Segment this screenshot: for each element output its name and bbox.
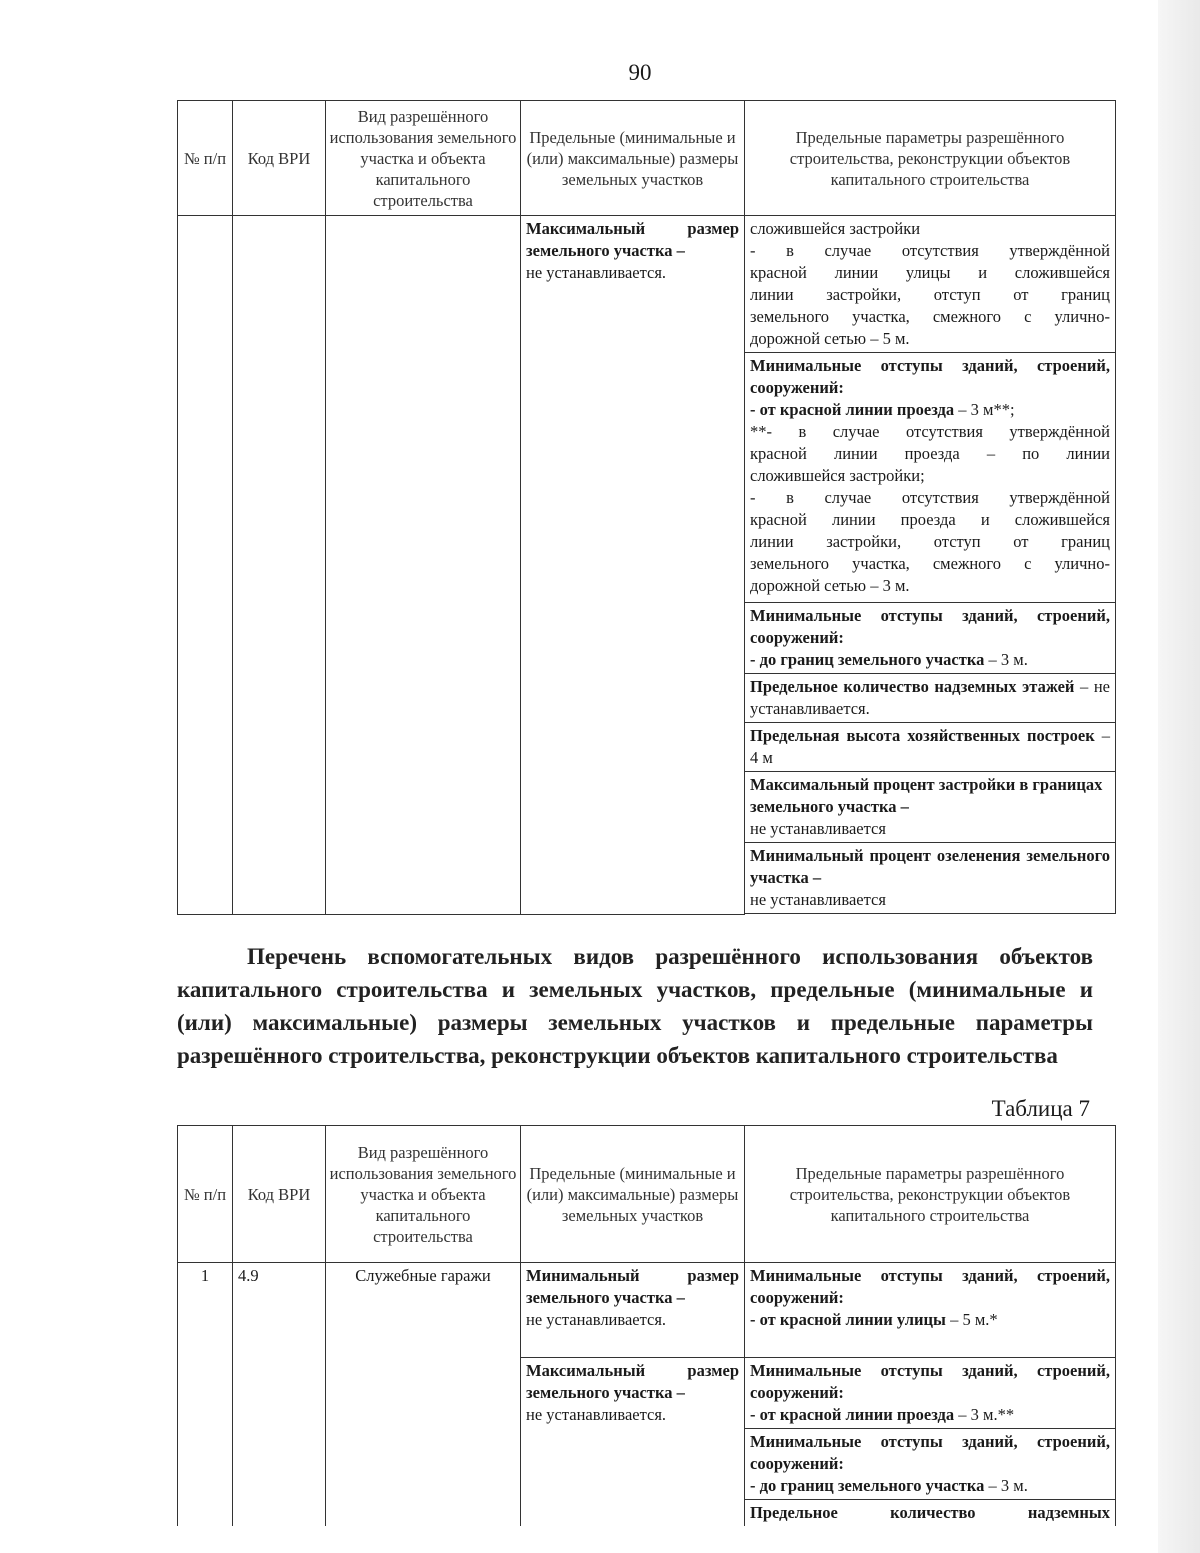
max-size-value: не устанавливается. <box>526 263 667 282</box>
param-line: линии застройки, отступ от границ <box>750 532 1110 551</box>
param-line: сложившейся застройки; <box>750 466 925 485</box>
param-setback-street <box>745 1263 1116 1358</box>
param-title: Предельное количество надземных <box>750 1503 1110 1522</box>
param-line: красной линии проезда и сложившейся <box>750 510 1110 529</box>
row-number: 1 <box>178 1263 233 1527</box>
table-7 <box>177 1125 1116 1526</box>
param-min-greenery <box>745 843 1116 914</box>
param-title: Минимальные отступы зданий, строений, сооружений: <box>750 1432 1110 1473</box>
param-bold-line: - от красной линии улицы <box>750 1310 946 1329</box>
param-line: дорожной сетью – 5 м. <box>750 329 910 348</box>
param-min-setback-boundary <box>745 603 1116 674</box>
param-bold-line: - до границ земельного участка <box>750 1476 985 1495</box>
header-params: Предельные параметры разрешённого строительства, реконструкции объектов капитального строительства <box>745 101 1116 216</box>
cell-max-size <box>521 216 745 915</box>
scan-edge <box>1158 0 1200 1553</box>
param-line: - в случае отсутствия утверждённой <box>750 241 1110 260</box>
param-value: – 4 м <box>750 726 1111 767</box>
param-line: сложившейся застройки <box>750 219 921 238</box>
param-value: – не устанавливается. <box>750 677 1110 718</box>
param-bold-line: - от красной линии проезда <box>750 1405 955 1424</box>
param-line: красной линии проезда – по линии <box>750 444 1110 463</box>
param-height <box>745 723 1116 772</box>
header-code: Код ВРИ <box>233 101 326 216</box>
table-caption: Таблица 7 <box>991 1096 1090 1121</box>
param-line: - в случае отсутствия утверждённой <box>750 488 1110 507</box>
max-size-value: не устанавливается. <box>526 1405 667 1424</box>
param-title: Минимальные отступы зданий, строений, сооружений: <box>750 606 1110 647</box>
param-title: Предельное количество надземных этажей <box>750 677 1075 696</box>
param-title: Минимальные отступы зданий, строений, сооружений: <box>750 1266 1110 1307</box>
header-no: № п/п <box>178 1126 233 1263</box>
param-bold-line: - от красной линии проезда <box>750 400 955 419</box>
param-floors <box>745 1500 1116 1527</box>
section-heading: Перечень вспомогательных видов разрешённого использования объектов капитального строительства и земельных участков, предельные (минимальные и (или) максимальные) размеры земельных участков и предельные параметры разрешённого строительства, реконструкции объектов капитального строительства <box>177 944 1093 1068</box>
param-title: Предельная высота хозяйственных построек <box>750 726 1095 745</box>
header-kind: Вид разрешённого использования земельного участка и объекта капитального строительства <box>326 1126 521 1263</box>
row-kind: Служебные гаражи <box>326 1263 521 1527</box>
max-size-title: Максимальный размер земельного участка – <box>526 219 739 260</box>
param-title: Минимальные отступы зданий, строений, сооружений: <box>750 356 1110 397</box>
param-value: – 5 м.* <box>945 1310 998 1329</box>
param-setback-driveway <box>745 1358 1116 1429</box>
cell-empty-no <box>178 216 233 915</box>
min-size-value: не устанавливается. <box>526 1310 667 1329</box>
param-value: – 3 м. <box>984 650 1028 669</box>
param-setback-boundary <box>745 1429 1116 1500</box>
param-min-setback-driveway <box>745 353 1116 603</box>
param-max-coverage <box>745 772 1116 843</box>
param-value: – 3 м**; <box>954 400 1015 419</box>
param-value: – 3 м. <box>984 1476 1028 1495</box>
param-existing-building <box>745 216 1116 353</box>
table-continuation <box>177 100 1116 915</box>
param-line: дорожной сетью – 3 м. <box>750 576 910 595</box>
param-value: не устанавливается <box>750 819 886 838</box>
param-title: Минимальные отступы зданий, строений, сооружений: <box>750 1361 1110 1402</box>
param-line: линии застройки, отступ от границ <box>750 285 1110 304</box>
header-code: Код ВРИ <box>233 1126 326 1263</box>
param-floors <box>745 674 1116 723</box>
header-sizes: Предельные (минимальные и (или) максимальные) размеры земельных участков <box>521 1126 745 1263</box>
param-value: не устанавливается <box>750 890 886 909</box>
max-size-title: Максимальный размер земельного участка – <box>526 1361 739 1402</box>
cell-empty-kind <box>326 216 521 915</box>
param-title: Минимальный процент озеленения земельного участка – <box>750 846 1110 887</box>
row-code: 4.9 <box>233 1263 326 1527</box>
param-bold-line: - до границ земельного участка <box>750 650 985 669</box>
header-params: Предельные параметры разрешённого строительства, реконструкции объектов капитального строительства <box>745 1126 1116 1263</box>
param-line: красной линии улицы и сложившейся <box>750 263 1110 282</box>
header-kind: Вид разрешённого использования земельного участка и объекта капитального строительства <box>326 101 521 216</box>
page-number: 90 <box>628 60 652 85</box>
cell-empty-code <box>233 216 326 915</box>
param-line: **- в случае отсутствия утверждённой <box>750 422 1110 441</box>
cell-min-size <box>521 1263 745 1358</box>
cell-max-size <box>521 1358 745 1527</box>
header-no: № п/п <box>178 101 233 216</box>
header-sizes: Предельные (минимальные и (или) максимальные) размеры земельных участков <box>521 101 745 216</box>
min-size-title: Минимальный размер земельного участка – <box>526 1266 739 1307</box>
param-value: – 3 м.** <box>954 1405 1015 1424</box>
param-title: Максимальный процент застройки в границах земельного участка – <box>750 775 1103 816</box>
param-line: земельного участка, смежного с улично- <box>750 554 1110 573</box>
param-line: земельного участка, смежного с улично- <box>750 307 1110 326</box>
